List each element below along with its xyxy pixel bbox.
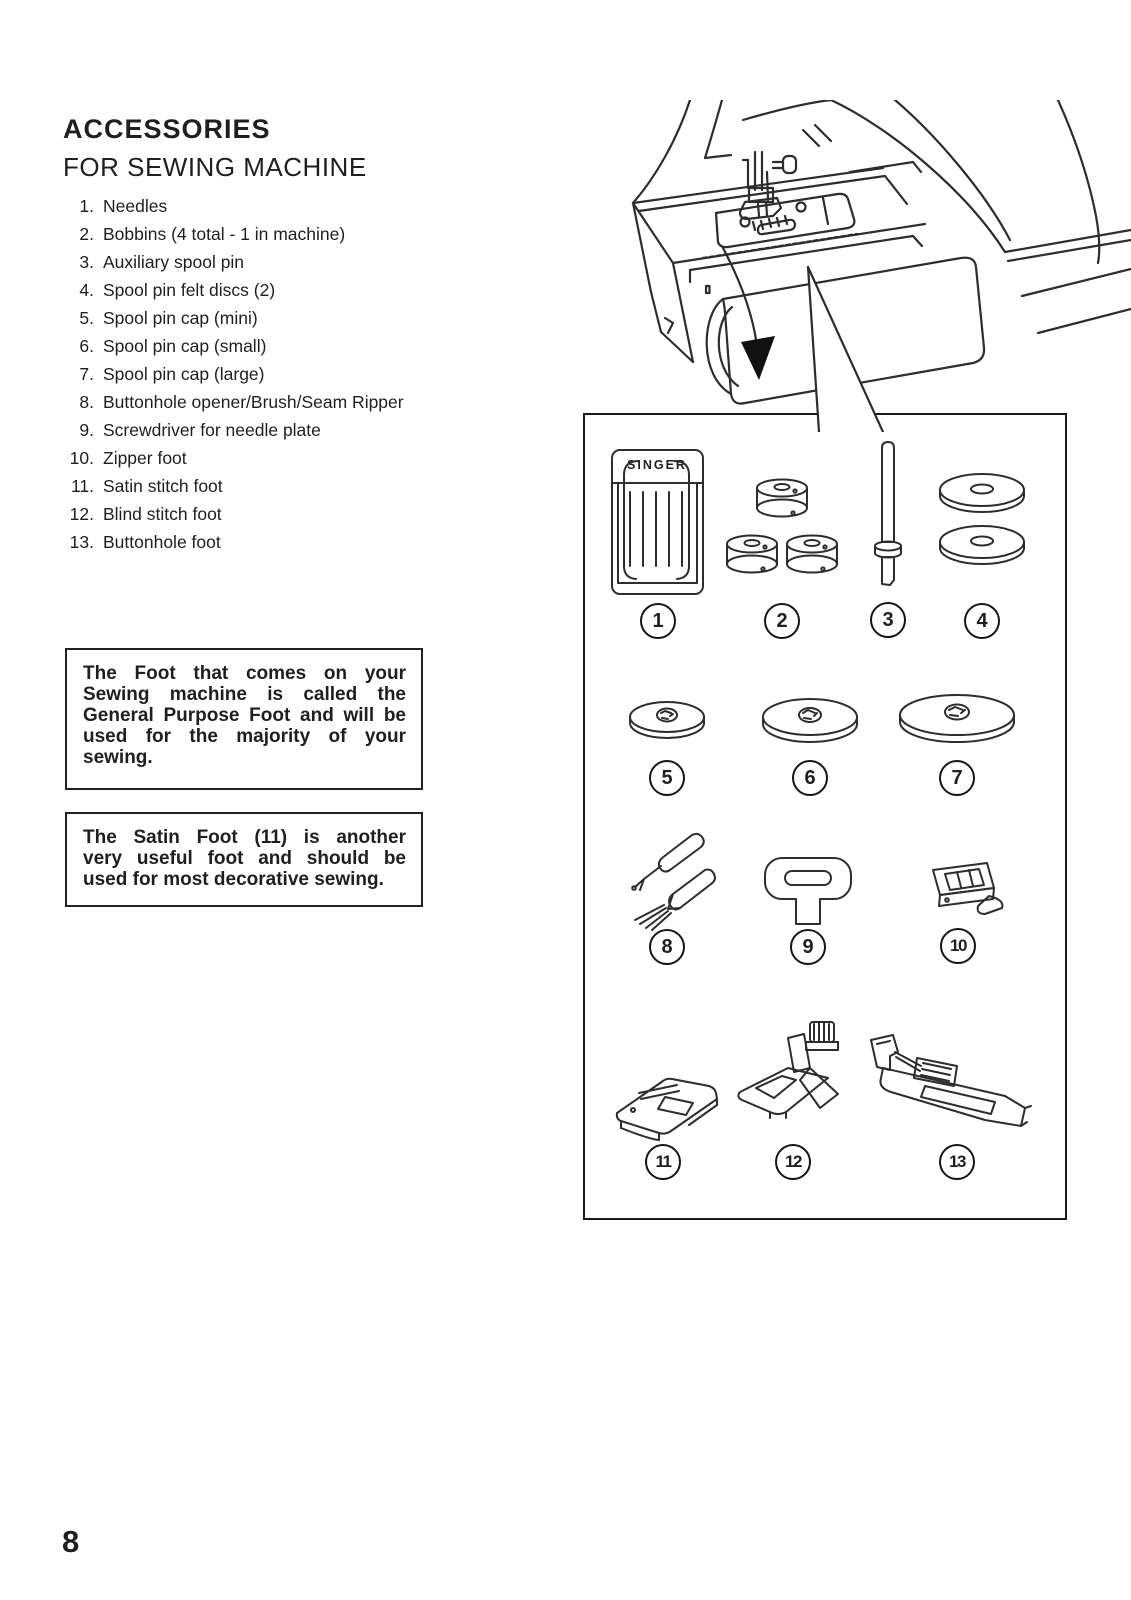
- item-number: 4.: [79, 280, 94, 300]
- figure-number-badge: 9: [790, 929, 826, 965]
- note-text-line: General Purpose Foot and will be: [83, 705, 406, 726]
- item-label: Buttonhole foot: [103, 532, 221, 552]
- item-number: 6.: [79, 336, 94, 356]
- list-item: [62, 388, 542, 416]
- list-item: [62, 220, 542, 248]
- figure-number-badge: 10: [940, 928, 976, 964]
- sewing-machine-diagram: [595, 100, 1131, 432]
- note-text-line: The Foot that comes on your: [83, 663, 406, 684]
- figure-number-badge: 11: [645, 1144, 681, 1180]
- item-number: 2.: [79, 224, 94, 244]
- spool-pin-cap-large-illustration: [896, 689, 1018, 751]
- note-text-line: very useful foot and should be: [83, 848, 406, 869]
- figure-number-badge: 2: [764, 603, 800, 639]
- item-label: Spool pin cap (mini): [103, 308, 258, 328]
- item-label: Bobbins (4 total - 1 in machine): [103, 224, 346, 244]
- list-item: [62, 304, 542, 332]
- buttonhole-opener-brush-illustration: [602, 832, 717, 932]
- page-subtitle: FOR SEWING MACHINE: [63, 152, 367, 182]
- item-label: Auxiliary spool pin: [103, 252, 245, 272]
- page-number: 8: [62, 1524, 80, 1559]
- auxiliary-spool-pin-illustration: [868, 440, 908, 592]
- figure-number-badge: 13: [939, 1144, 975, 1180]
- spool-pin-cap-mini-illustration: [626, 696, 708, 748]
- note-text-line: The Satin Foot (11) is another: [83, 827, 406, 848]
- note-general-purpose-foot: [65, 648, 423, 790]
- item-label: Spool pin cap (small): [103, 336, 267, 356]
- item-number: 12.: [69, 504, 94, 524]
- list-item: [62, 248, 542, 276]
- list-item: [62, 472, 542, 500]
- blind-stitch-foot-illustration: [730, 1020, 855, 1135]
- zipper-foot-illustration: [905, 856, 1010, 924]
- list-item: [62, 276, 542, 304]
- needle-pack-illustration: [610, 448, 705, 596]
- spool-pin-felt-discs-illustration: [936, 466, 1028, 574]
- item-number: 7.: [79, 364, 94, 384]
- item-number: 13.: [69, 532, 94, 552]
- list-item: [62, 360, 542, 388]
- note-text-line: Sewing machine is called the: [83, 684, 406, 705]
- item-number: 11.: [70, 476, 94, 496]
- satin-stitch-foot-illustration: [609, 1063, 727, 1143]
- list-item: [62, 444, 542, 472]
- note-satin-foot: [65, 812, 423, 907]
- item-number: 5.: [79, 308, 94, 328]
- list-item: [62, 192, 542, 220]
- item-label: Buttonhole opener/Brush/Seam Ripper: [103, 392, 404, 412]
- item-number: 8.: [79, 392, 94, 412]
- list-item: [62, 416, 542, 444]
- figure-number-badge: 5: [649, 760, 685, 796]
- accessories-list: [62, 192, 542, 556]
- figure-number-badge: 1: [640, 603, 676, 639]
- needle-plate-screwdriver-illustration: [762, 856, 854, 928]
- item-number: 1.: [79, 196, 94, 216]
- item-number: 3.: [79, 252, 94, 272]
- item-label: Satin stitch foot: [103, 476, 223, 496]
- item-number: 9.: [79, 420, 94, 440]
- item-number: 10.: [69, 448, 94, 468]
- list-item: [62, 332, 542, 360]
- bobbins-illustration: [721, 474, 843, 592]
- figure-number-badge: 8: [649, 929, 685, 965]
- item-label: Blind stitch foot: [103, 504, 222, 524]
- item-label: Needles: [103, 196, 168, 216]
- item-label: Screwdriver for needle plate: [103, 420, 321, 440]
- page-title: ACCESSORIES: [63, 114, 271, 144]
- spool-pin-cap-small-illustration: [759, 693, 861, 751]
- item-label: Zipper foot: [103, 448, 187, 468]
- item-label: Spool pin felt discs (2): [103, 280, 276, 300]
- figure-number-badge: 4: [964, 603, 1000, 639]
- figure-number-badge: 12: [775, 1144, 811, 1180]
- list-item: [62, 500, 542, 528]
- note-text-line: used for the majority of your: [83, 726, 406, 747]
- figure-number-badge: 3: [870, 602, 906, 638]
- note-text-line: sewing.: [83, 747, 153, 768]
- item-label: Spool pin cap (large): [103, 364, 265, 384]
- note-text-line: used for most decorative sewing.: [83, 869, 384, 890]
- buttonhole-foot-illustration: [865, 1030, 1035, 1140]
- figure-number-badge: 6: [792, 760, 828, 796]
- list-item: [62, 528, 542, 556]
- figure-number-badge: 7: [939, 760, 975, 796]
- needle-pack-brand: SINGER: [627, 458, 687, 472]
